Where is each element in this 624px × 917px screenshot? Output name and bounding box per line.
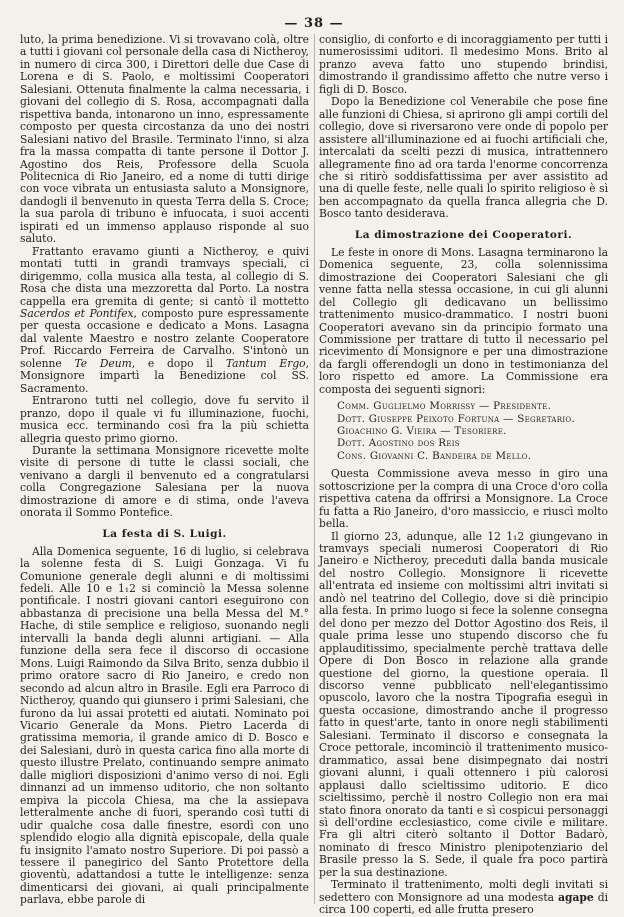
section-heading: La festa di S. Luigi.	[102, 527, 227, 540]
paragraph: luto, la prima benedizione. Vi si trovavano colà, oltre a tutti i giovani col personale della casa di Nictheroy, in numero di circa 300, i Direttori delle due Case di Lorena e di S. Paolo, e moltissimi Cooperatori Salesiani. Ottenuta finalmente la calma necessaria, i giovani del collegio di S. Rosa, accompagnati dalla rispettiva banda, intonarono un inno, espressamente composto per questa circostanza da uno dei nostri Salesiani nativo del Brasile. Terminato l'inno, si alza fra la massa compatta di tante persone il Dottor J. Agostino dos Reis, Professore della Scuola Politecnica di Rio Janeiro, ed a nome di tutti dirige con voce vibrata un entusiasta saluto a Monsignore, dandogli il benvenuto in questa Terra della S. Croce; la sua parola di tribuno è infuocata, i suoi accenti ispirati ed un immenso applauso risponde al suo saluto.	[20, 33, 309, 246]
paragraph: Frattanto eravamo giunti a Nictheroy, e quivi montati tutti in grandi tramvays speciali, ci dirigemmo, colla musica alla testa, al collegio di S. Rosa che dista una mezzoretta dal Porto. La nostra cappella era gremita di gente; si cantò il mottetto Sacerdos et Pontifex, composto pure espressamente per questa occasione e dedicato a Mons. Lasagna dal valente Maestro e nostro zelante Cooperatore Prof. Riccardo Ferreira de Carvalho. S'intonò un solenne Te Deum, e dopo il Tantum Ergo, Monsignore impartì la Benedizione col SS. Sacramento.	[20, 244, 310, 395]
list-item: Cons. Giovanni C. Bandeira de Mello.	[337, 449, 532, 462]
section-heading: La dimostrazione dei Cooperatori.	[354, 228, 573, 241]
commission-list	[337, 400, 608, 462]
right-column	[319, 33, 608, 917]
text-columns	[20, 33, 608, 917]
paragraph: Terminato il trattenimento, molti degli invitati si sedettero con Monsignore ad una modesta agape di circa 100 coperti, ed alle frutta presero	[319, 878, 608, 917]
paragraph: Il giorno 23, adunque, alle 12 1₁2 giungevano in tramvays speciali numerosi Cooperatori di Rio Janeiro e Nictheroy, preceduti dalla banda musicale del nostro Collegio. Monsignore li ricevette all'entrata ed insieme con moltissimi altri invitati si andò nel teatrino del Collegio, dove si diè principio alla festa. In primo luogo si fece la solenne consegna del dono per mezzo del Dottor Agostino dos Reis, il quale prima lesse uno stupendo discorso che fu applauditissimo, specialmente perchè trattava delle Opere di Don Bosco in relazione alla grande questione del giorno, la questione operaia. Il discorso venne pubblicato nell'elegantissimo opuscolo, lavoro che la nostra Tipografia eseguì in questa occasione, dimostrando anche il progresso fatto in quest'arte, tanto in onore negli stabilimenti Salesiani. Terminato il discorso e consegnata la Croce pettorale, incominciò il trattenimento musico-drammatico, assai bene disimpegnato dai nostri giovani alunni, i quali ottennero i più calorosi applausi dallo scieltissimo uditorio. E dico scieltissimo, perchè il nostro Collegio non era mai stato finora onorato da tanti e sì cospicui personaggi sì dell'ordine ecclesiastico, come civile e militare. Fra gli altri citerò soltanto il Dottor Badarò, nominato di fresco Ministro plenipotenziario del Brasile presso la S. Sede, il quale fra poco partirà per la sua destinazione.	[319, 529, 608, 879]
list-item: Gioachino G. Vieira — Tesoriere.	[337, 425, 507, 438]
paragraph: Questa Commissione aveva messo in giro una sottoscrizione per la compra di una Croce d'oro colla rispettiva catena da offrirsi a Monsignore. La Croce fu fatta a Rio Janeiro, d'oro massiccio, e riuscì molto bella.	[319, 467, 608, 531]
left-column	[20, 33, 310, 907]
list-item: Comm. Guglielmo Morrissy — Presidente.	[337, 400, 552, 413]
page-number: — 38 —	[284, 16, 344, 31]
paragraph: consiglio, di conforto e di incoraggiamento per tutti i numerosissimi uditori. Il medesimo Mons. Brito al pranzo aveva fatto uno stupendo brindisi, dimostrando il grandissimo affetto che nutre verso i figli di D. Bosco.	[319, 33, 608, 96]
column-divider	[314, 34, 315, 904]
list-item: Dott. Giuseppe Peixoto Fortuna — Segretario.	[337, 412, 576, 425]
paragraph: Alla Domenica seguente, 16 di luglio, si celebrava la solenne festa di S. Luigi Gonzaga. Vi fu Comunione generale degli alunni e di moltissimi fedeli. Alle 10 e 1₁2 si cominciò la Messa solenne pontificale. I nostri giovani cantori eseguirono con abbastanza di precisione una bella Messa del M.° Hache, di stile semplice e religioso, suonando negli intervalli la banda degli alunni artigiani. — Alla funzione della sera fece il discorso di occasione Mons. Luigi Raimondo da Silva Brito, senza dubbio il primo oratore sacro di Rio Janeiro, e credo non secondo ad alcun altro in Brasile. Egli era Parroco di Nictheroy, quando qui giunsero i primi Salesiani, che furono da lui assai protetti ed aiutati. Nominato poi Vicario Generale da Mons. Pietro Lacerda di gratissima memoria, il grande amico di D. Bosco e dei Salesiani, durò in questa carica fino alla morte di questo illustre Prelato, continuando sempre animato dalle migliori disposizioni d'animo verso di noi. Egli dinnanzi ad un immenso uditorio, che non soltanto empiva la piccola Chiesa, ma che la assiepava letteralmente anche di fuori, sperando così tutti di udir qualche cosa dalle finestre, esordì con uno splendido elogio alla dignità episcopale, della quale fu insignito l'amato nostro Superiore. Di poi passò a tessere il panegirico del Santo Protettore della gioventù, adattandosi a tutte le intelligenze: senza dimenticarsi dei giovani, ai quali principalmente parlava, ebbe parole di	[20, 544, 309, 907]
paragraph: Durante la settimana Monsignore ricevette molte visite di persone di tutte le classi sociali, che venivano a dargli il benvenuto ed a congratularsi colla Congregazione Salesiana per la nuova dimostrazione di amore e di stima, onde l'aveva onorata il Sommo Pontefice.	[20, 443, 309, 520]
paragraph: Entrarono tutti nel collegio, dove fu servito il pranzo, dopo il quale vi fu illuminazione, fuochi, musica ecc. terminando così fra la più schietta allegria questo primo giorno.	[20, 394, 309, 445]
paragraph: Dopo la Benedizione col Venerabile che pose fine alle funzioni di Chiesa, si aprirono gli ampi cortili del collegio, dove si riversarono vere onde di popolo per assistere all'illuminazione ed ai fuochi artificiali che, intercalati da scelti pezzi di musica, intrattennero allegramente fino ad ora tarda l'enorme concorrenza che si ritirò soddisfattissima per aver assistito ad una di quelle feste, nelle quali lo spirito religioso è sì ben accompagnato da quella franca allegria che D. Bosco tanto desiderava.	[319, 95, 608, 221]
paragraph: Le feste in onore di Mons. Lasagna terminarono la Domenica seguente, 23, colla solennissima dimostrazione dei Cooperatori Salesiani che gli venne fatta nella stessa occasione, in cui gli alunni del Collegio gli dedicavano un bellissimo trattenimento musico-drammatico. I nostri buoni Cooperatori avevano sin da principio formato una Commissione per trattare di tutto il necessario pel ricevimento di Monsignore e per una dimostrazione da fargli offerendogli un dono in testimonianza del loro rispetto ed amore. La Commissione era composta dei seguenti signori:	[319, 245, 608, 396]
list-item: Dott. Agostino dos Reis	[337, 437, 460, 450]
